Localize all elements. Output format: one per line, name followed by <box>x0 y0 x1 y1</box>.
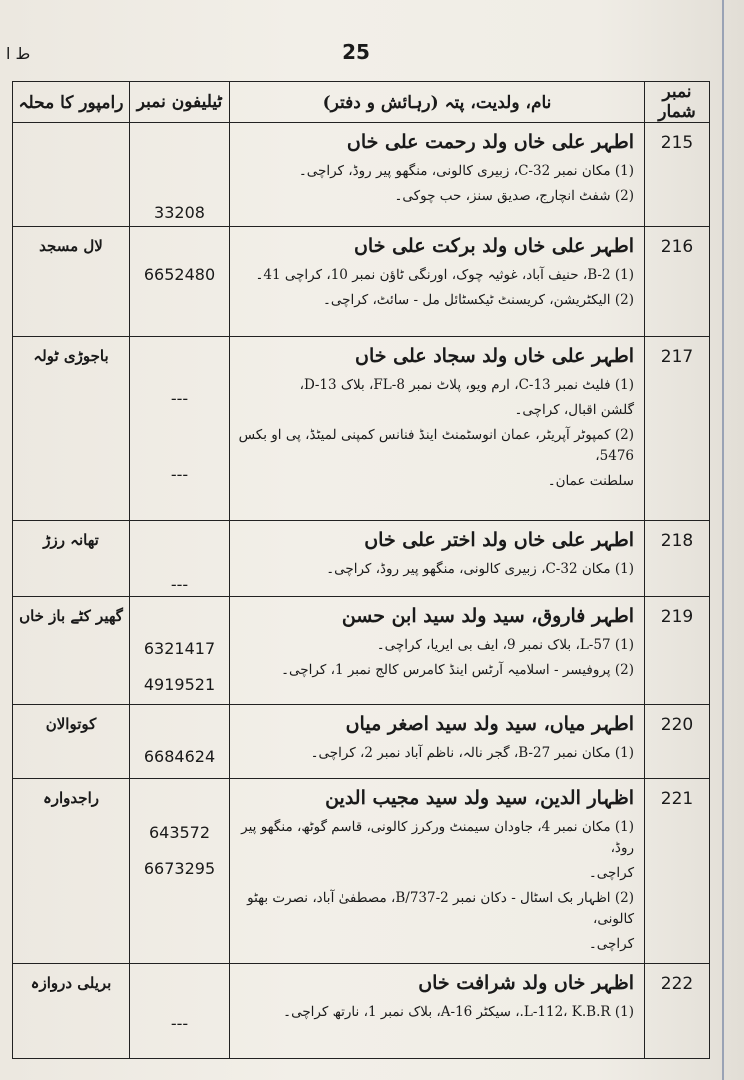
name-address-cell <box>230 521 645 597</box>
area-cell <box>13 123 130 227</box>
telephone-number: 6673295 <box>143 859 216 878</box>
header-telephone: ٹیلیفون نمبر <box>130 82 230 123</box>
telephone-cell <box>130 521 230 597</box>
telephone-number: 6652480 <box>143 265 216 284</box>
address-line: (1) مکان C-32، زبیری کالونی، منگھو پیر روڈ، کراچی۔ <box>326 561 634 577</box>
serial-cell: 217 <box>645 337 710 521</box>
area-cell: راجدوارہ <box>13 779 130 964</box>
page-number: 25 <box>342 40 370 64</box>
serial-cell: 216 <box>645 227 710 337</box>
table-row <box>13 337 710 521</box>
serial-cell: 215 <box>645 123 710 227</box>
corner-mark: ط ا <box>6 44 31 63</box>
person-name: اطہر فاروق، سید ولد سید ابن حسن <box>341 605 634 627</box>
address-line: (1) مکان نمبر C-32، زبیری کالونی، منگھو پیر روڈ، کراچی۔ <box>298 163 634 179</box>
register-table <box>12 81 710 1059</box>
header-serial: نمبر شمار <box>645 82 710 123</box>
serial-cell: 218 <box>645 521 710 597</box>
address-line: (2) شفٹ انچارج، صدیق سنز، حب چوکی۔ <box>394 188 634 204</box>
table-row <box>13 779 710 964</box>
address-line: (1) L-112، K.B.R.، سیکٹر 16-A، بلاک نمبر 1، نارتھ کراچی۔ <box>283 1004 634 1020</box>
person-name: اطہر علی خاں ولد برکت علی خاں <box>353 235 634 257</box>
address-line: (1) فلیٹ نمبر C-13، ارم ویو، پلاٹ نمبر FL-8، بلاک 13-D، <box>299 377 634 393</box>
name-address-cell <box>230 597 645 705</box>
table-row <box>13 123 710 227</box>
address-line: (2) کمپوٹر آپریٹر، عمان انوسٹمنٹ اینڈ فنانس کمپنی لمیٹڈ، پی او بکس 5476، <box>238 427 634 464</box>
person-name: اطہر علی خاں ولد سجاد علی خاں <box>355 345 634 367</box>
register-body <box>13 123 710 1059</box>
address-line: (1) B-2، حنیف آباد، غوثیہ چوک، اورنگی ٹاؤن نمبر 10، کراچی 41۔ <box>255 267 634 283</box>
serial-cell: 222 <box>645 964 710 1059</box>
telephone-number: --- <box>170 465 189 484</box>
telephone-cell <box>130 597 230 705</box>
telephone-cell <box>130 337 230 521</box>
name-address-cell <box>230 337 645 521</box>
name-address-cell <box>230 123 645 227</box>
address-line: (1) L-57، بلاک نمبر 9، ایف بی ایریا، کراچی۔ <box>376 637 634 653</box>
name-address-cell <box>230 705 645 779</box>
table-row <box>13 705 710 779</box>
person-name: اطہر علی خاں ولد اختر علی خاں <box>364 529 634 551</box>
area-cell: گھیر کٹے باز خاں <box>13 597 130 705</box>
address-line: (1) مکان نمبر 4، جاودان سیمنٹ ورکرز کالونی، قاسم گوٹھ، منگھو پیر روڈ، <box>241 819 634 856</box>
serial-cell: 221 <box>645 779 710 964</box>
telephone-number: 6684624 <box>143 747 216 766</box>
telephone-cell <box>130 779 230 964</box>
binding-margin-line <box>722 0 724 1080</box>
table-row <box>13 227 710 337</box>
telephone-number: --- <box>170 389 189 408</box>
address-line: سلطنت عمان۔ <box>547 473 634 489</box>
telephone-number: 4919521 <box>143 675 216 694</box>
address-line: گلشن اقبال، کراچی۔ <box>514 402 634 418</box>
telephone-cell <box>130 123 230 227</box>
telephone-number: 6321417 <box>143 639 216 658</box>
person-name: اظہار الدین، سید ولد سید مجیب الدین <box>325 787 634 809</box>
address-line: کراچی۔ <box>588 936 634 952</box>
area-cell: بریلی دروازہ <box>13 964 130 1059</box>
address-line: (1) مکان نمبر B-27، گجر نالہ، ناظم آباد نمبر 2، کراچی۔ <box>310 745 634 761</box>
name-address-cell <box>230 227 645 337</box>
area-cell: باجوڑی ٹولہ <box>13 337 130 521</box>
area-cell: کوتوالان <box>13 705 130 779</box>
name-address-cell <box>230 964 645 1059</box>
area-cell: تھانہ رزڑ <box>13 521 130 597</box>
table-row <box>13 521 710 597</box>
telephone-number: --- <box>170 575 189 594</box>
person-name: اطہر علی خاں ولد رحمت علی خاں <box>346 131 634 153</box>
name-address-cell <box>230 779 645 964</box>
telephone-cell <box>130 964 230 1059</box>
header-area: رامپور کا محلہ <box>13 82 130 123</box>
header-row <box>13 82 710 123</box>
address-line: (2) الیکٹریشن، کریسنٹ ٹیکسٹائل مل - سائٹ، کراچی۔ <box>323 292 634 308</box>
serial-cell: 220 <box>645 705 710 779</box>
serial-cell: 219 <box>645 597 710 705</box>
telephone-number: --- <box>170 1014 189 1033</box>
address-line: کراچی۔ <box>588 865 634 881</box>
address-line: (2) اظہار بک اسٹال - دکان نمبر 2-B/737، مصطفیٰ آباد، نصرت بھٹو کالونی، <box>247 890 634 927</box>
table-row <box>13 964 710 1059</box>
telephone-cell <box>130 227 230 337</box>
header-name: نام، ولدیت، پتہ (رہائش و دفتر) <box>230 82 645 123</box>
person-name: اظہر خاں ولد شرافت خاں <box>418 972 634 994</box>
telephone-number: 643572 <box>148 823 211 842</box>
telephone-cell <box>130 705 230 779</box>
table-row <box>13 597 710 705</box>
person-name: اطہر میاں، سید ولد سید اصغر میاں <box>345 713 634 735</box>
address-line: (2) پروفیسر - اسلامیہ آرٹس اینڈ کامرس کالج نمبر 1، کراچی۔ <box>281 662 634 678</box>
area-cell: لال مسجد <box>13 227 130 337</box>
telephone-number: 33208 <box>154 203 205 222</box>
